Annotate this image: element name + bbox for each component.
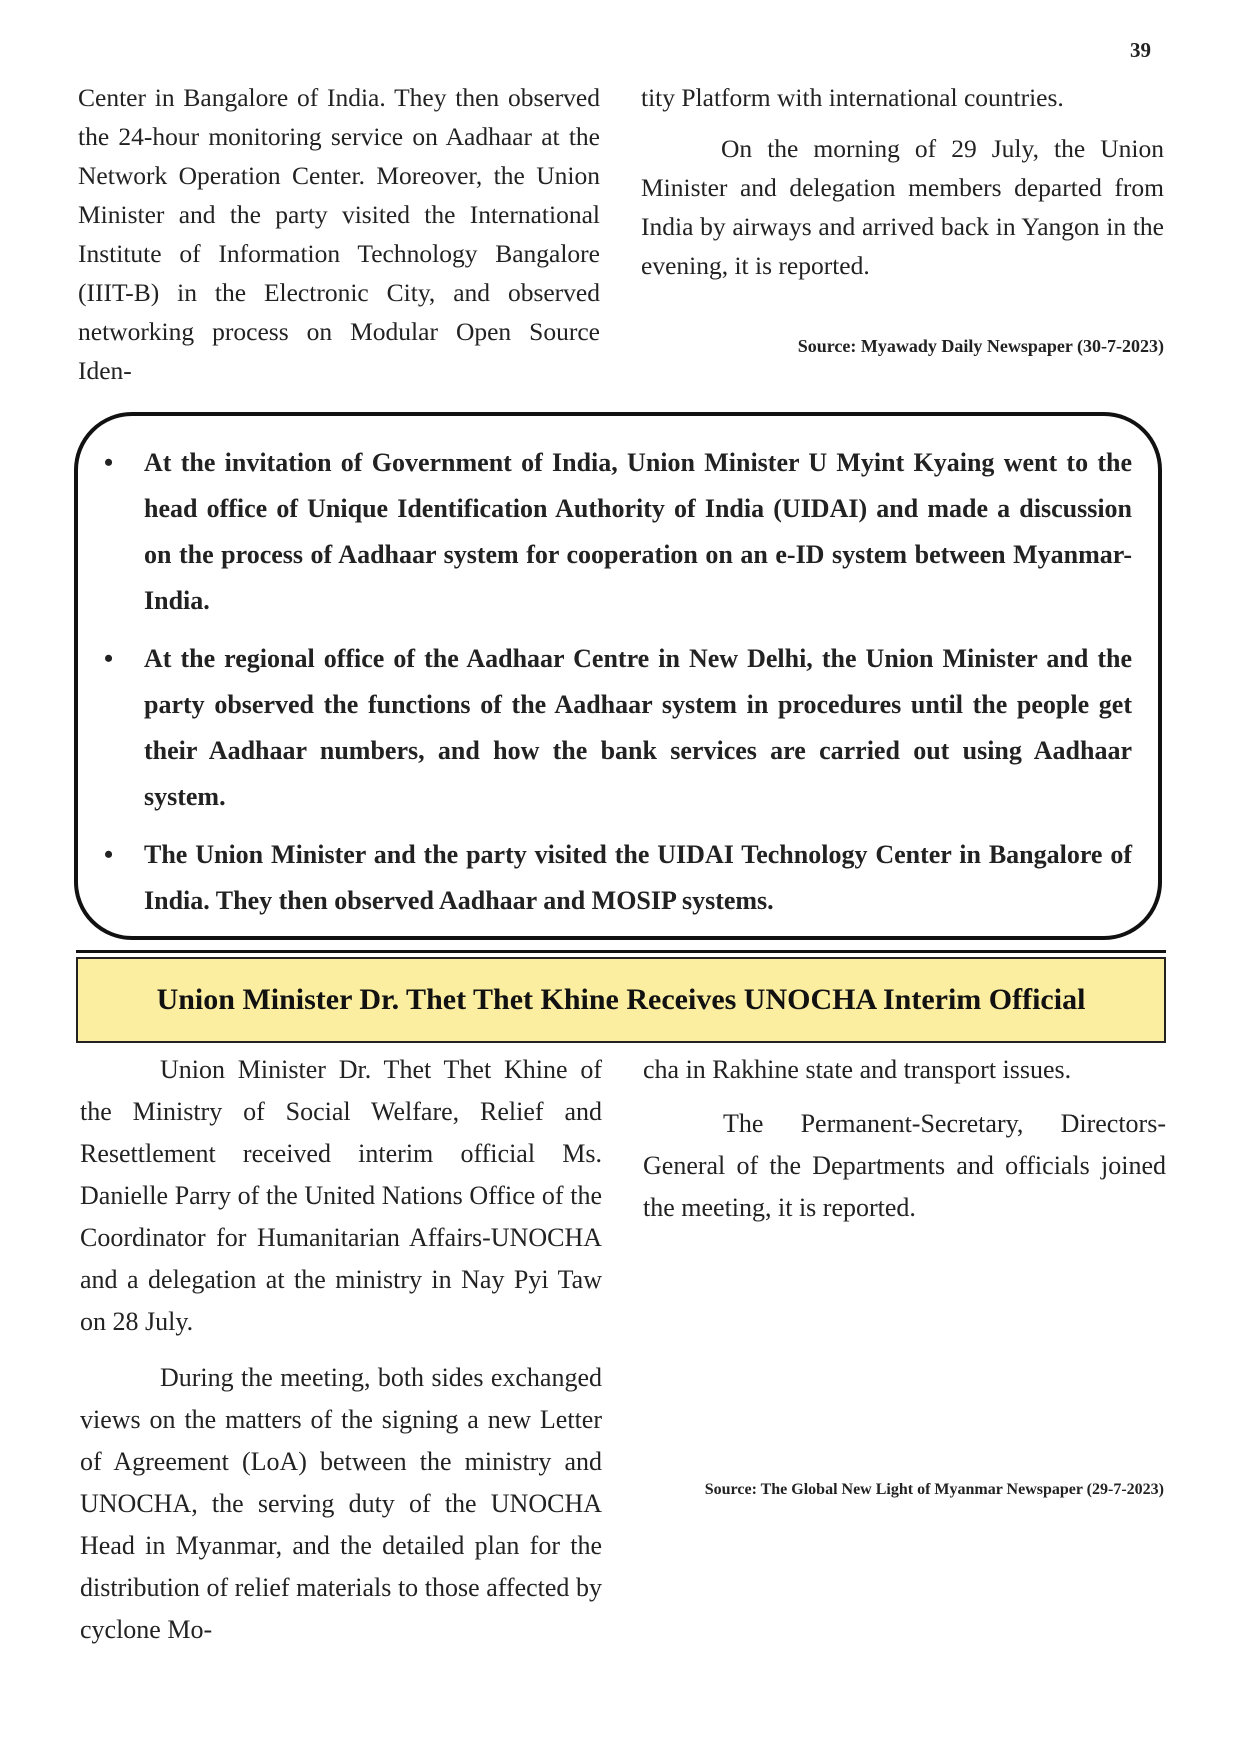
highlights-box [74, 412, 1162, 940]
article-2-right-para-1: cha in Rakhine state and transport issues. [643, 1055, 1072, 1084]
highlight-text: At the regional office of the Aadhaar Centre in New Delhi, the Union Minister and the party observed the functions of the Aadhaar system in procedures until the people get their Aadhaar numbers, and how the bank services are carried out using Aadhaar system. [144, 644, 1132, 811]
bullet-icon: • [104, 448, 114, 477]
article-1-right-para-2: On the morning of 29 July, the Union Minister and delegation members departed from India by airways and arrived back in Yangon in the evening, it is reported. [641, 134, 1164, 280]
article-2-source: Source: The Global New Light of Myanmar Newspaper (29-7-2023) [704, 1481, 1164, 1498]
highlight-item [104, 832, 1132, 924]
article-2-title: Union Minister Dr. Thet Thet Khine Receives UNOCHA Interim Official [156, 983, 1086, 1016]
page-number: 39 [1130, 38, 1151, 62]
section-divider [76, 950, 1166, 953]
bullet-icon: • [104, 644, 114, 673]
article-2-left-column [80, 1049, 602, 1651]
article-2-right-column [643, 1049, 1166, 1229]
article-1-right-column [641, 78, 1164, 285]
article-2-left-para-2: During the meeting, both sides exchanged views on the matters of the signing a new Letter of Agreement (LoA) between the ministry and UNOCHA, the serving duty of the UNOCHA Head in Myanmar, and the detailed plan for the distribution of relief materials to those affected by cyclone Mo- [80, 1363, 602, 1644]
bullet-icon: • [104, 840, 114, 869]
article-1-right-para-1: tity Platform with international countries. [641, 83, 1064, 112]
highlight-item [104, 440, 1132, 624]
highlight-item [104, 636, 1132, 820]
highlight-text: At the invitation of Government of India, Union Minister U Myint Kyaing went to the head office of Unique Identification Authority of India (UIDAI) and made a discussion on the process of Aadhaar system for cooperation on an e-ID system between Myanmar-India. [144, 448, 1132, 615]
article-1-left-text: Center in Bangalore of India. They then observed the 24-hour monitoring service on Aadhaar at the Network Operation Center. Moreover, the Union Minister and the party visited the International Institute of Information Technology Bangalore (IIIT-B) in the Electronic City, and observed networking process on Modular Open Source Iden- [78, 83, 600, 385]
article-1-source: Source: Myawady Daily Newspaper (30-7-2023) [797, 336, 1164, 356]
article-2-left-para-1: Union Minister Dr. Thet Thet Khine of the Ministry of Social Welfare, Relief and Resettlement received interim official Ms. Danielle Parry of the United Nations Office of the Coordinator for Humanitarian Affairs-UNOCHA and a delegation at the ministry in Nay Pyi Taw on 28 July. [80, 1055, 602, 1336]
highlights-list [104, 440, 1132, 936]
article-2-right-para-2: The Permanent-Secretary, Directors-General of the Departments and officials joined the meeting, it is reported. [643, 1109, 1166, 1222]
article-1-left-column [78, 78, 600, 390]
article-2-title-banner [76, 957, 1166, 1043]
highlight-text: The Union Minister and the party visited the UIDAI Technology Center in Bangalore of India. They then observed Aadhaar and MOSIP systems. [144, 840, 1132, 915]
